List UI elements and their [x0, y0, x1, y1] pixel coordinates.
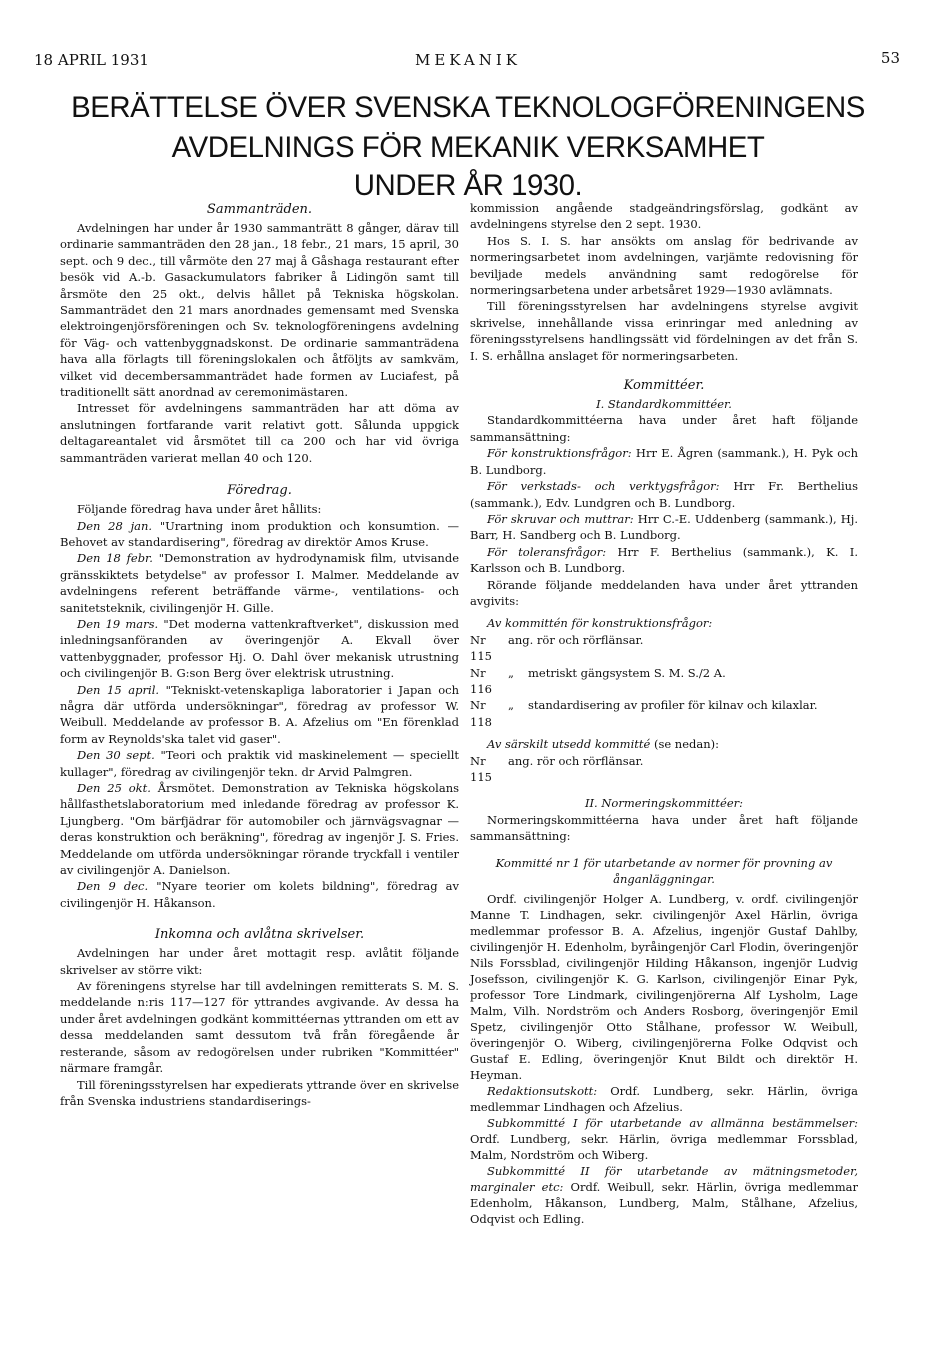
message-number: Nr 118	[470, 698, 492, 729]
section-heading-kommitteer: Kommittéer.	[623, 378, 705, 394]
lecture-text: Årsmötet. Demonstration av Tekniska högskolans hållfasthetslaboratorium med inledande föredrag av professor K. Ljungberg. "Om bärfjädrar för automobiler och järnvägsvagnar — deras konstruktion och beräkning", föredrag av ingenjör J. S. Fries. Meddelande om utförda undersökningar rörande tryckfall i ventiler av civilingenjör A. Danielson.	[60, 781, 460, 878]
lecture-entry	[60, 550, 459, 616]
lecture-entry	[60, 682, 459, 748]
section-heading-foredrag: Föredrag.	[227, 483, 292, 499]
list-item	[470, 697, 858, 730]
paragraph: Intresset för avdelningens sammanträden har att döma av anslutningen fortfarande varit relativt gott. Sålunda uppgick deltagareantalet vid årsmötet till ca 200 och har vid övriga sammanträden varierat mellan 40 och 120.	[60, 401, 459, 465]
lecture-entry	[60, 780, 459, 878]
committee-label: Av särskilt utsedd kommitté	[487, 737, 651, 752]
lecture-date: Den 9 dec.	[77, 879, 149, 894]
lecture-date: Den 18 febr.	[77, 551, 153, 566]
paragraph: Av föreningens styrelse har till avdelningen remitterats S. M. S. meddelande n:ris 117—127 för yttrandes avgivande. Av dessa ha under året avdelningen godkänt kommittéernas yttranden om ett av dessa meddelanden samt dessutom två från föregående år resterande, såsom av redogörelsen under rubriken "Kommittéer" närmare framgår.	[60, 979, 459, 1076]
paragraph: Följande föredrag hava under året hållits:	[77, 502, 322, 517]
paragraph: Till föreningsstyrelsen har expedierats yttrande över en skrivelse från Svenska industriens standardiserings-	[60, 1077, 459, 1108]
left-column	[60, 200, 459, 1109]
ditto-mark: „	[508, 698, 514, 713]
paragraph: kommission angående stadgeändringsförslag, godkänt av avdelningens styrelse den 2 sept. 1930.	[470, 201, 858, 232]
committee-members: Ordf. Weibull, sekr. Härlin, övriga medlemmar Edenholm, Håkanson, Lundberg, Malm, Stålhane, Afzelius, Odqvist och Edling.	[470, 1180, 858, 1227]
committee-members: Hrr Fr. Berthelius (sammank.), Edv. Lundgren och B. Lundborg.	[470, 479, 858, 510]
paragraph: Avdelningen har under året mottagit resp. avlåtit följande skrivelser av större vikt:	[60, 946, 459, 977]
lecture-text: "Demonstration av hydrodynamisk film, utvisande gränsskiktets betydelse" av professor I. Malmer. Meddelande av avdelningens referent beträffande värme-, ventilations- och sanitetsteknik, civilingenjör H. Gille.	[60, 551, 460, 615]
message-number: Nr 115	[470, 753, 492, 784]
lecture-date: Den 15 april.	[77, 682, 160, 697]
committee-entry	[470, 511, 858, 544]
message-title: ang. rör och rörflänsar.	[508, 632, 644, 647]
page-number: 53	[880, 49, 900, 67]
subheading-standardkommitteer: I. Standardkommittéer.	[596, 397, 732, 412]
committee-label: Subkommitté I för utarbetande av allmänna bestämmelser:	[487, 1116, 858, 1131]
running-head-date: 18 APRIL 1931	[34, 51, 149, 69]
lecture-text: "Nyare teorier om kolets bildning", föredrag av civilingenjör H. Håkanson.	[60, 879, 459, 910]
lecture-text: "Tekniskt-vetenskapliga laboratorier i Japan och några där utförda undersökningar", föredrag av professor W. Weibull. Meddelande av professor B. A. Afzelius om "En förenklad form av Reynolds'ska talet vid gaser".	[60, 682, 459, 746]
committee-members: Hrr E. Ågren (sammank.), H. Pyk och B. Lundborg.	[470, 446, 859, 477]
paragraph: Ordf. civilingenjör Holger A. Lundberg, v. ordf. civilingenjör Manne T. Lindhagen, sekr. civilingenjör Axel Härlin, övriga medlemmar professor B. A. Afzelius, ingenjör Gustaf Dahlby, civilingenjör H. Edenholm, byråingenjör Carl Flodin, överingenjör Nils Forssblad, civilingenjör Hilding Håkanson, ingenjör Ludvig Josefsson, civilingenjör K. G. Karlson, civilingenjör Einar Pyk, professor Tore Lindmark, civilingenjörerna Alf Lysholm, Lage Malm, Vilh. Nordström och Anders Rosborg, överingenjör Emil Spetz, civilingenjör Otto Stålhane, professor W. Weibull, överingenjör O. Wiberg, civilingenjörerna Folke Odqvist och Gustaf E. Edling, överingenjör Knut Bildt och direktör H. Heyman.	[470, 892, 858, 1083]
paragraph: Hos S. I. S. har ansökts om anslag för bedrivande av normeringsarbetet inom avdelningen, varjämte redovisning för beviljade medels användning samt redogörelse för normeringsarbetena under arbetsåret 1929—1930 avlämnats.	[470, 233, 858, 298]
message-title: metriskt gängsystem S. M. S./2 A.	[528, 665, 726, 680]
committee-label: För toleransfrågor:	[487, 544, 607, 559]
lecture-text: "Urartning inom produktion och konsumtion. — Behovet av standardisering", föredrag av direktör Amos Kruse.	[60, 518, 459, 549]
section-heading-skrivelser: Inkomna och avlåtna skrivelser.	[154, 927, 365, 943]
lecture-text: "Det moderna vattenkraftverket", diskussion med inledningsanföranden av överingenjör A. Ekvall över vattenbyggnader, professor Hj. O. Dahl över mekanisk utrustning och civilingenjör B. G:son Berg över elektrisk utrustning.	[60, 616, 459, 681]
committee-entry	[470, 445, 858, 478]
lecture-date: Den 30 sept.	[77, 748, 155, 763]
lecture-date: Den 25 okt.	[77, 781, 151, 795]
committee-label: För konstruktionsfrågor:	[487, 446, 632, 461]
committee-members: Ordf. Lundberg, sekr. Härlin, övriga medlemmar Lindhagen och Afzelius.	[470, 1084, 859, 1115]
committee-entry	[470, 1115, 858, 1163]
message-number: Nr 116	[470, 665, 492, 696]
lecture-entry	[60, 616, 459, 682]
committee-members: Ordf. Lundberg, sekr. Härlin, övriga medlemmar Forssblad, Malm, Nordström och Wiberg.	[470, 1132, 858, 1163]
right-column	[470, 200, 858, 1227]
committee-label: Redaktionsutskott:	[487, 1084, 598, 1099]
list-item	[470, 665, 858, 698]
message-title: standardisering av profiler för kilnav och kilaxlar.	[528, 698, 818, 713]
committee-entry	[470, 736, 858, 752]
committee-title: Kommitté nr 1 för utarbetande av normer för provning av ånganläggningar.	[495, 855, 833, 887]
committee-members: Hrr C.-E. Uddenberg (sammank.), Hj. Barr, H. Sandberg och B. Lundborg.	[470, 511, 858, 543]
committee-entry	[470, 1163, 858, 1227]
paragraph: Till föreningsstyrelsen har avdelningens styrelse avgivit skrivelse, innehållande vissa erinringar med anledning av föreningsstyrelsens handlingssätt vid fördelningen av det från S. I. S. erhållna anslaget för normeringsarbeten.	[470, 299, 858, 363]
message-number: Nr 115	[470, 632, 492, 664]
committee-members: Hrr F. Berthelius (sammank.), K. I. Karlsson och B. Lundborg.	[470, 544, 858, 576]
ditto-mark: „	[508, 665, 514, 680]
article-title-line-3: UNDER ÅR 1930.	[353, 169, 583, 202]
subheading-normeringskommitteer: II. Normeringskommittéer:	[584, 796, 744, 811]
list-item	[470, 632, 858, 665]
message-title: ang. rör och rörflänsar.	[508, 753, 644, 768]
list-item	[470, 753, 858, 786]
committee-entry	[470, 1083, 858, 1115]
committee-label: För verkstads- och verktygsfrågor:	[487, 479, 720, 494]
committee-label: Subkommitté II för utarbetande av mätningsmetoder, marginaler etc:	[470, 1164, 858, 1195]
paragraph: Normeringskommittéerna hava under året haft följande sammansättning:	[470, 812, 858, 844]
lecture-entry	[60, 518, 459, 551]
running-head-journal: MEKANIK	[415, 51, 521, 69]
committee-entry	[470, 478, 858, 511]
committee-note: (se nedan):	[653, 737, 719, 752]
lecture-entry	[60, 878, 459, 911]
lecture-text: "Teori och praktik vid maskinelement — speciellt kullager", föredrag av civilingenjör tekn. dr Arvid Palmgren.	[60, 748, 459, 779]
committee-label: För skruvar och muttrar:	[487, 511, 634, 526]
committee-label: Av kommittén för konstruktionsfrågor:	[487, 616, 713, 631]
paragraph: Rörande följande meddelanden hava under året yttranden avgivits:	[470, 577, 858, 608]
paragraph: Avdelningen har under år 1930 sammanträtt 8 gånger, därav till ordinarie sammanträden den 28 jan., 18 febr., 21 mars, 15 april, 30 sept. och 9 dec., till vårmöte den 27 maj å Gåshaga restaurant efter besök vid A.-b. Gasackumulators fabriker å Lidingön samt till årsmöte den 25 okt., delvis hållet på Tekniska högskolan. Sammanträdet den 21 mars anordnades gemensamt med Svenska elektroingenjörsföreningen och Sv. teknologföreningens avdelning för Väg- och vattenbyggnadskonst. De ordinarie sammanträdena hava alla förlagts till föreningslokalen och åtföljts av samkväm, vilket vid decembersammanträdet hade formen av Luciafest, på traditionellt sätt anordnad av ceremonimästaren.	[60, 221, 459, 400]
section-heading-sammantraden: Sammanträden.	[206, 202, 313, 217]
committee-entry	[470, 544, 858, 577]
lecture-date: Den 19 mars.	[77, 616, 159, 631]
article-title-line-1: BERÄTTELSE ÖVER SVENSKA TEKNOLOGFÖRENINGENS	[71, 91, 865, 124]
lecture-entry	[60, 747, 459, 780]
lecture-date: Den 28 jan.	[77, 518, 153, 533]
paragraph: Standardkommittéerna hava under året haft följande sammansättning:	[470, 413, 858, 444]
article-title-line-2: AVDELNINGS FÖR MEKANIK VERKSAMHET	[171, 131, 765, 164]
